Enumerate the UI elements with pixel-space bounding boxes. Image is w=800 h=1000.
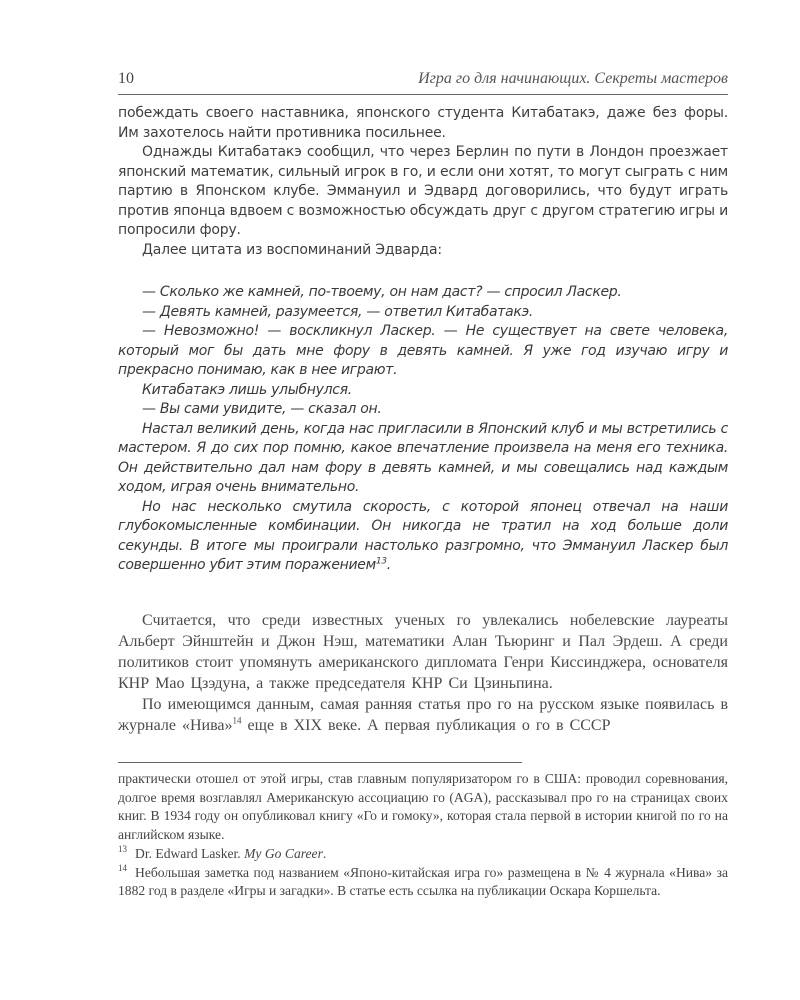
footnote-number: 13	[118, 844, 127, 855]
punctuation: .	[322, 845, 327, 861]
paragraph-text: еще в XIX веке. А первая публикация о го в СССР	[241, 717, 611, 734]
quote-line: — Сколько же камней, по-твоему, он нам даст? — спросил Ласкер.	[142, 284, 622, 300]
quote-line: — Невозможно! — воскликнул Ласкер. — Не существует на свете человека, который мог бы дать мне фору в девять камней. Я уже год изучаю игру и прекрасно понимаю, как в нее играют.	[118, 323, 728, 378]
quote-line: Китабатакэ лишь улыбнулся.	[142, 381, 352, 398]
footnote-separator	[118, 762, 522, 763]
paragraph: Однажды Китабатакэ сообщил, что через Берлин по пути в Лондон проезжает японский математик, сильный игрок в го, и если они хотят, то могут сыграть с ним партию в Японском клубе. Эммануил и Эдвард договорились, что будут играть против японца вдвоем с возможностью обсуждать друг с другом стратегию игры и попросили фору.	[118, 144, 729, 238]
running-title: Игра го для начинающих. Секреты мастеров	[418, 70, 728, 87]
paragraph: побеждать своего наставника, японского студента Китабатакэ, даже без форы. Им захотелось найти противника посильнее.	[118, 105, 728, 141]
page-number: 10	[118, 70, 134, 87]
footnote-ref-13[interactable]: 13	[375, 556, 387, 567]
punctuation: .	[386, 557, 391, 573]
footnote-book-title: My Go Career	[244, 845, 323, 861]
footnotes	[118, 770, 728, 901]
footnote-continuation: практически отошел от этой игры, став главным популяризатором го в США: проводил соревнования, долгое время возглавлял Американскую ассоциацию го (AGA), рассказывал про го на страницах своих книг. В 1934 году он опубликовал книгу «Го и гомоку», которая стала первой в истории книгой по го на английском языке.	[118, 771, 728, 843]
quote-line: — Девять камней, разумеется, — ответил Китабатакэ.	[142, 303, 534, 320]
footnote-number: 14	[118, 862, 127, 873]
quote-line-last	[118, 498, 728, 576]
footnote-text: Dr. Edward Lasker.	[135, 845, 245, 861]
main-text	[118, 610, 728, 736]
quote-text: Но нас несколько смутила скорость, с которой японец отвечал на наши глубокомысленные комбинации. Он никогда не тратил на ход больше доли секунды. В итоге мы проиграли настолько разгромно, что Эммануил Ласкер был совершенно убит этим поражением	[118, 498, 728, 573]
intro-text	[118, 104, 728, 260]
footnote-14	[118, 864, 728, 901]
paragraph: Далее цитата из воспоминаний Эдварда:	[142, 241, 442, 258]
paragraph: Считается, что среди известных ученых го увлекались нобелевские лауреаты Альберт Эйнштейн и Джон Нэш, математики Алан Тьюринг и Пал Эрдеш. А среди политиков стоит упомянуть американского дипломата Генри Киссинджера, основателя КНР Мао Цзэдуна, а также председателя КНР Си Цзиньпина.	[118, 612, 728, 692]
footnote-13	[118, 845, 728, 864]
footnote-ref-14[interactable]: 14	[232, 715, 242, 726]
quote-line: Настал великий день, когда нас пригласили в Японский клуб и мы встретились с мастером. Я до сих пор помню, какое впечатление произвела на меня его техника. Он действительно дал нам фору в девять камней, и мы совещались над каждым ходом, играя очень внимательно.	[118, 420, 728, 495]
quotation-block	[118, 283, 728, 576]
paragraph-text: По имеющимся данным, самая ранняя статья про го на русском языке появилась в журнале «Нива»	[118, 696, 728, 734]
quote-line: — Вы сами увидите, — сказал он.	[142, 401, 382, 417]
footnote-text: Небольшая заметка под названием «Японо-китайская игра го» размещена в № 4 журнала «Нива» за 1882 год в разделе «Игры и загадки». В статье есть ссылка на публикации Оскара Коршельта.	[118, 864, 728, 899]
page-header	[118, 68, 728, 95]
paragraph	[118, 694, 728, 736]
